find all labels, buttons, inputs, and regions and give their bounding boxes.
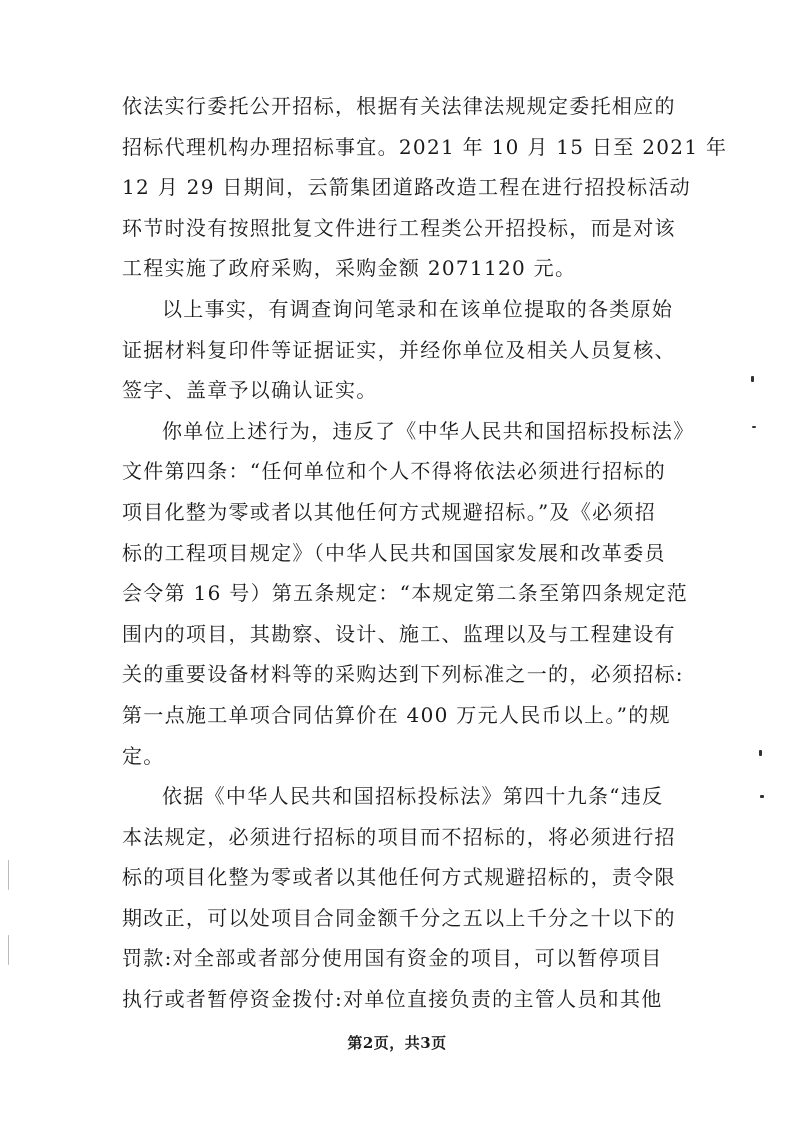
scan-speck (751, 376, 754, 382)
text-line: 环节时没有按照批复文件进行工程类公开招投标，而是对该 (122, 215, 676, 240)
text-line: 围内的项目，其勘察、设计、施工、监理以及与工程建设有 (122, 621, 676, 646)
paragraph-start-line: 以上事实，有调查询问笔录和在该单位提取的各类原始 (162, 296, 674, 321)
text-line: 本法规定，必须进行招标的项目而不招标的，将必须进行招 (122, 824, 676, 849)
page-number-footer: 第2页，共3页 (347, 1034, 447, 1052)
text-line: 期改正，可以处项目合同金额千分之五以上千分之十以下的 (122, 905, 676, 930)
text-line: 罚款:对全部或者部分使用国有资金的项目，可以暂停项目 (122, 946, 663, 971)
text-line: 12 月 29 日期间，云箭集团道路改造工程在进行招投标活动 (122, 175, 691, 200)
document-body (122, 86, 728, 1020)
text-line: 定。 (122, 743, 165, 768)
text-line: 签字、盖章予以确认证实。 (122, 378, 378, 403)
text-line: 标的工程项目规定》（中华人民共和国国家发展和改革委员 (122, 540, 666, 565)
text-line: 标的项目化整为零或者以其他任何方式规避招标的，责令限 (122, 865, 676, 890)
text-line: 会令第 16 号）第五条规定：“本规定第二条至第四条规定范 (122, 581, 689, 606)
text-line: 工程实施了政府采购，采购金额 2071120 元。 (122, 256, 577, 281)
text-line: 项目化整为零或者以其他任何方式规避招标。”及《必须招 (122, 499, 657, 524)
paragraph-start-line: 你单位上述行为，违反了《中华人民共和国招标投标法》 (162, 418, 695, 443)
scan-speck (8, 935, 9, 965)
scan-speck (752, 426, 756, 428)
text-line: 证据材料复印件等证据证实，并经你单位及相关人员复核、 (122, 337, 676, 362)
text-line: 招标代理机构办理招标事宜。2021 年 10 月 15 日至 2021 年 (122, 134, 728, 159)
paragraph-start-line: 依据《中华人民共和国招标投标法》第四十九条“违反 (162, 784, 664, 809)
scan-speck (760, 795, 764, 798)
text-line: 第一点施工单项合同估算价在 400 万元人民币以上。”的规 (122, 702, 671, 727)
text-line: 依法实行委托公开招标，根据有关法律法规规定委托相应的 (122, 94, 676, 118)
scan-speck (8, 860, 9, 890)
text-line: 执行或者暂停资金拨付:对单位直接负责的主管人员和其他 (122, 987, 663, 1012)
text-line: 关的重要设备材料等的采购达到下列标准之一的，必须招标: (122, 662, 684, 687)
scan-speck (759, 750, 762, 756)
text-line: 文件第四条：“任何单位和个人不得将依法必须进行招标的 (122, 459, 667, 484)
